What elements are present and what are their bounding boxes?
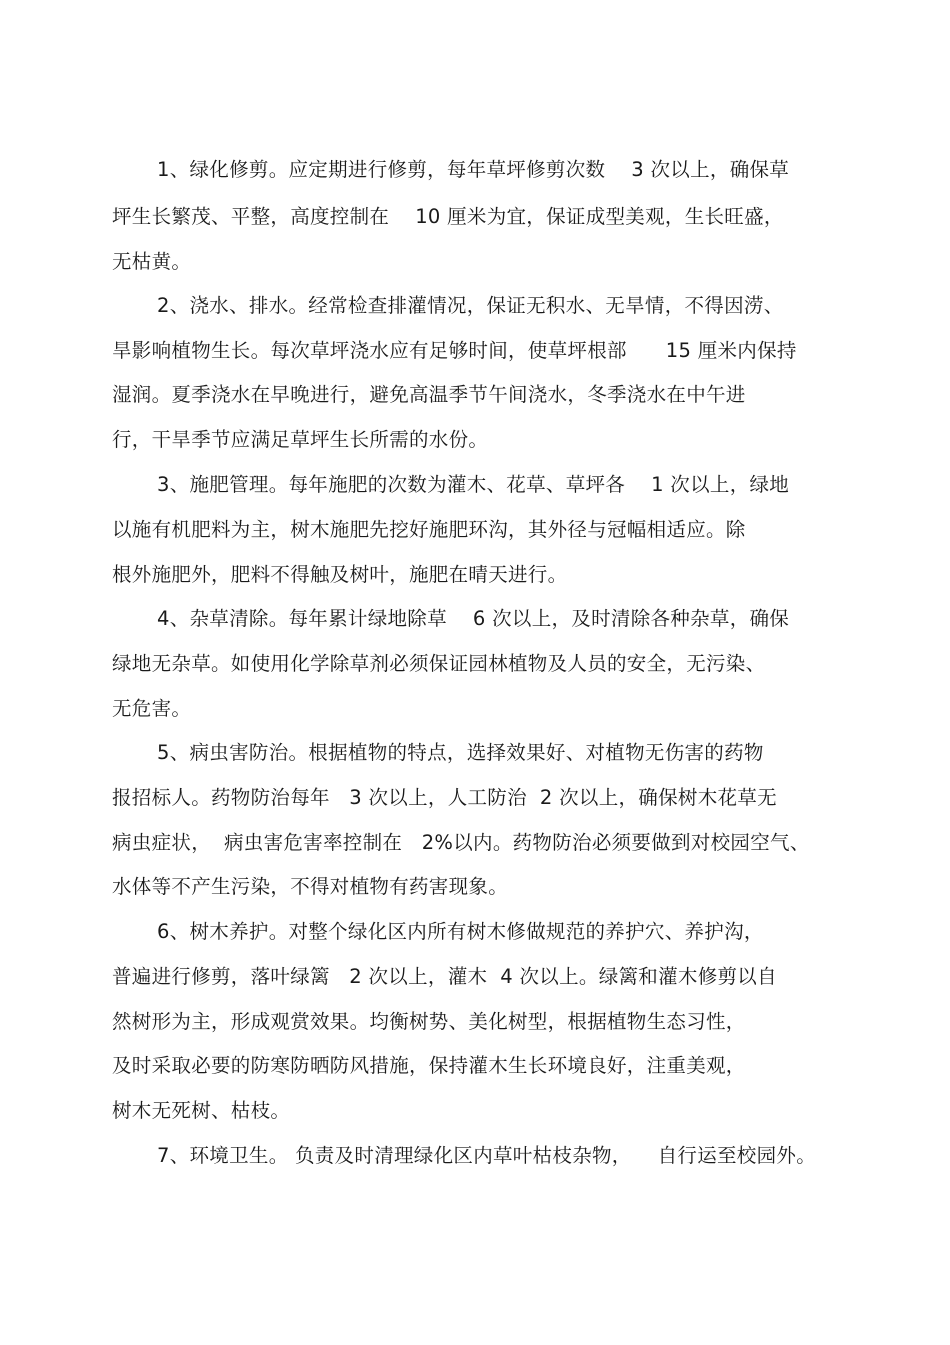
- text-line: 普遍进行修剪，落叶绿篱 2 次以上，灌木 4 次以上。绿篱和灌木修剪以自: [112, 965, 777, 988]
- text-line: 旱影响植物生长。每次草坪浇水应有足够时间，使草坪根部 15 厘米内保持: [112, 339, 797, 362]
- text-line: 树木无死树、枯枝。: [112, 1099, 291, 1122]
- text-line: 无危害。: [112, 697, 192, 720]
- text-line: 及时采取必要的防寒防晒防风措施，保持灌木生长环境良好，注重美观，: [112, 1054, 746, 1077]
- text-line: 报招标人。药物防治每年 3 次以上，人工防治 2 次以上，确保树木花草无: [112, 786, 777, 809]
- text-line: 4、杂草清除。每年累计绿地除草 6 次以上，及时清除各种杂草，确保: [157, 607, 790, 630]
- text-line: 3、施肥管理。每年施肥的次数为灌木、花草、草坪各 1 次以上，绿地: [157, 473, 790, 496]
- text-line: 病虫症状， 病虫害危害率控制在 2%以内。药物防治必须要做到对校园空气、: [112, 831, 810, 854]
- text-line: 行，干旱季节应满足草坪生长所需的水份。: [112, 428, 489, 451]
- text-line: 7、环境卫生。 负责及时清理绿化区内草叶枯枝杂物， 自行运至校园外。: [157, 1144, 816, 1167]
- text-line: 无枯黄。: [112, 250, 192, 273]
- text-line: 2、浇水、排水。经常检查排灌情况，保证无积水、无旱情，不得因涝、: [157, 294, 784, 317]
- text-line: 坪生长繁茂、平整，高度控制在 10 厘米为宜，保证成型美观，生长旺盛，: [112, 205, 784, 228]
- text-line: 以施有机肥料为主，树木施肥先挖好施肥环沟，其外径与冠幅相适应。除: [112, 518, 746, 541]
- text-line: 5、病虫害防治。根据植物的特点，选择效果好、对植物无伤害的药物: [157, 741, 764, 764]
- text-line: 6、树木养护。对整个绿化区内所有树木修做规范的养护穴、养护沟，: [157, 920, 764, 943]
- text-line: 绿地无杂草。如使用化学除草剂必须保证园林植物及人员的安全，无污染、: [112, 652, 766, 675]
- text-line: 湿润。夏季浇水在早晚进行，避免高温季节午间浇水，冬季浇水在中午进: [112, 383, 746, 406]
- text-line: 水体等不产生污染，不得对植物有药害现象。: [112, 875, 509, 898]
- text-line: 1、绿化修剪。应定期进行修剪，每年草坪修剪次数 3 次以上，确保草: [157, 158, 790, 181]
- text-line: 根外施肥外，肥料不得触及树叶，施肥在晴天进行。: [112, 563, 568, 586]
- text-line: 然树形为主，形成观赏效果。均衡树势、美化树型，根据植物生态习性，: [112, 1010, 746, 1033]
